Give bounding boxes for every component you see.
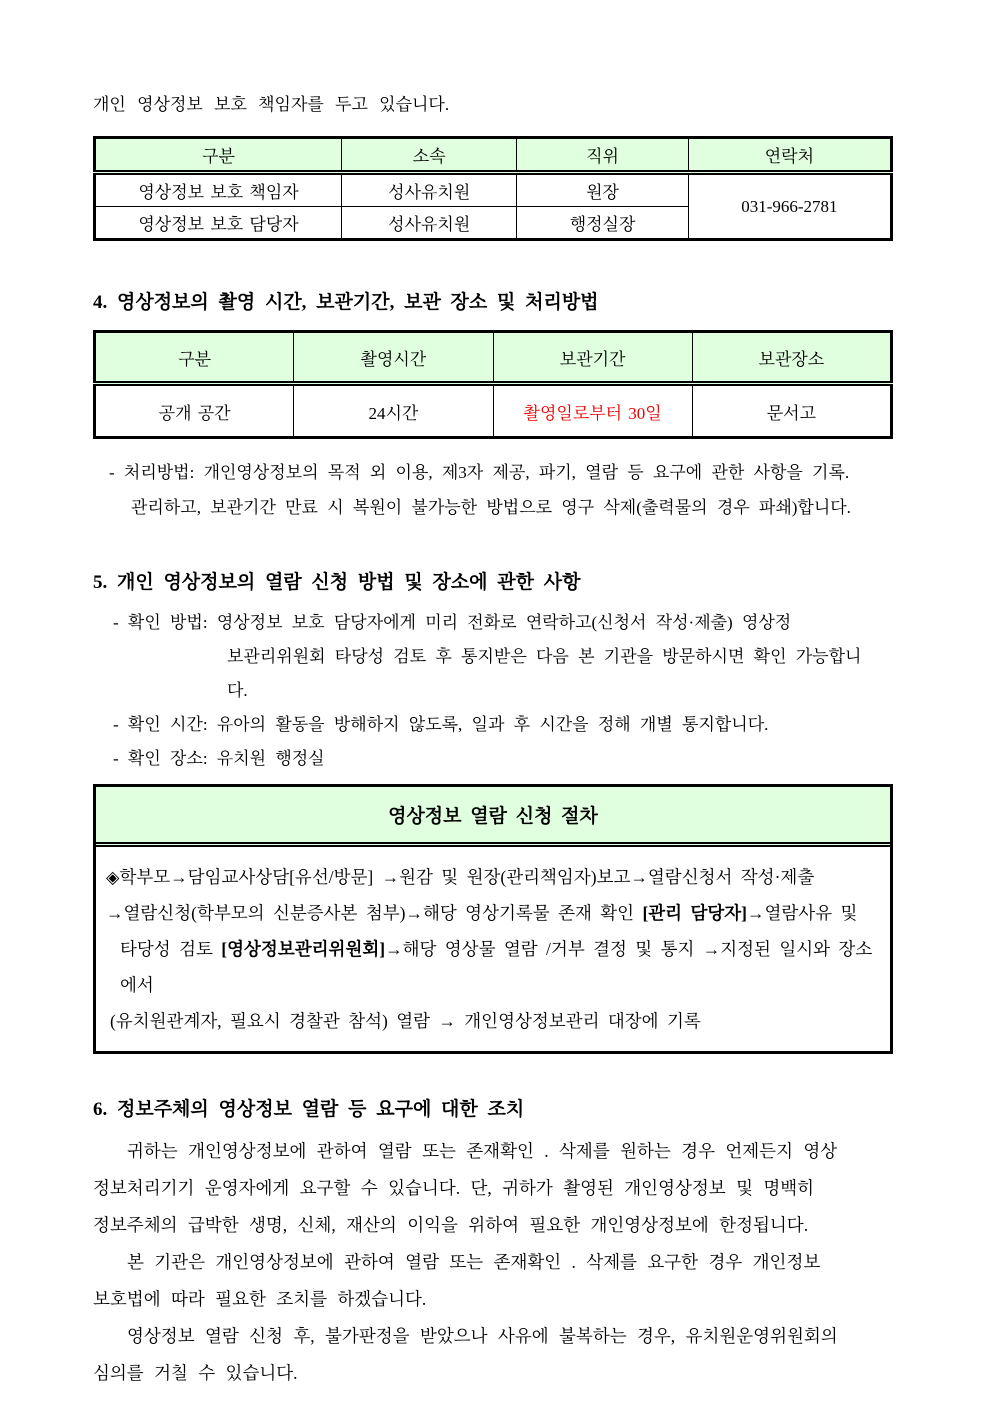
table-row bbox=[95, 384, 892, 438]
procedure-box-body bbox=[96, 847, 890, 1051]
text-line: - 처리방법: 개인영상정보의 목적 외 이용, 제3자 제공, 파기, 열람 등 요구에 관한 사항을 기록. bbox=[109, 463, 850, 482]
cell-affiliation: 성사유치원 bbox=[342, 207, 517, 240]
procedure-box-title: 영상정보 열람 신청 절차 bbox=[96, 787, 890, 847]
contact-table-header-category: 구분 bbox=[95, 138, 342, 173]
contact-table-header-row bbox=[95, 138, 892, 173]
text-line: 심의를 거칠 수 있습니다. bbox=[93, 1363, 298, 1383]
text-line: 관리하고, 보관기간 만료 시 복원이 불가능한 방법으로 영구 삭제(출력물의 경우 파쇄)합니다. bbox=[131, 498, 851, 517]
intro-line: 개인 영상정보 보호 책임자를 두고 있습니다. bbox=[93, 95, 450, 114]
text-line: - 확인 방법: 영상정보 보호 담당자에게 미리 전화로 연락하고(신청서 작성·제출) 영상정 bbox=[113, 613, 792, 632]
storage-table-header-time: 촬영시간 bbox=[294, 332, 493, 384]
processing-method-note bbox=[109, 455, 895, 525]
storage-table-header-retention: 보관기간 bbox=[493, 332, 692, 384]
text-line: →열람신청(학부모의 신분증사본 첨부)→해당 영상기록물 존재 확인 [관리 담당자]→열람사유 및 bbox=[106, 903, 858, 923]
check-time-bullet: - 확인 시간: 유아의 활동을 방해하지 않도록, 일과 후 시간을 정해 개별 통지합니다. bbox=[113, 715, 769, 734]
section6-heading: 6. 정보주체의 영상정보 열람 등 요구에 대한 조치 bbox=[93, 1099, 525, 1120]
text-line: 다. bbox=[227, 681, 248, 700]
contact-table-header-contact: 연락처 bbox=[688, 138, 891, 173]
text-line: 영상정보 열람 신청 후, 불가판정을 받았으나 사유에 불복하는 경우, 유치원운영위원회의 bbox=[127, 1326, 838, 1346]
cell-position: 행정실장 bbox=[517, 207, 688, 240]
cell-place: 문서고 bbox=[692, 384, 891, 438]
storage-table bbox=[93, 330, 893, 439]
text-line: 보관리위원회 타당성 검토 후 통지받은 다음 본 기관을 방문하시면 확인 가능합니 bbox=[227, 647, 862, 666]
contact-table-header-affiliation: 소속 bbox=[342, 138, 517, 173]
check-method-bullet bbox=[113, 606, 895, 708]
storage-table-header-place: 보관장소 bbox=[692, 332, 891, 384]
text-line: 귀하는 개인영상정보에 관하여 열람 또는 존재확인 . 삭제를 원하는 경우 언제든지 영상 bbox=[127, 1141, 838, 1161]
text-line: 정보처리기기 운영자에게 요구할 수 있습니다. 단, 귀하가 촬영된 개인영상정보 및 명백히 bbox=[93, 1178, 815, 1198]
text-line: 정보주체의 급박한 생명, 신체, 재산의 이익을 위하여 필요한 개인영상정보에 한정됩니다. bbox=[93, 1215, 809, 1235]
cell-contact-number: 031-966-2781 bbox=[688, 173, 891, 240]
text-line: 보호법에 따라 필요한 조치를 하겠습니다. bbox=[93, 1289, 427, 1309]
text-line: ◈학부모→담임교사상담[유선/방문] →원감 및 원장(관리책임자)보고→열람신청서 작성·제출 bbox=[106, 867, 815, 887]
check-place-bullet: - 확인 장소: 유치원 행정실 bbox=[113, 749, 325, 768]
section5-heading: 5. 개인 영상정보의 열람 신청 방법 및 장소에 관한 사항 bbox=[93, 572, 581, 593]
section6-paragraph-1 bbox=[93, 1133, 895, 1244]
cell-time: 24시간 bbox=[294, 384, 493, 438]
storage-table-header-category: 구분 bbox=[95, 332, 294, 384]
cell-position: 원장 bbox=[517, 173, 688, 207]
storage-table-header-row bbox=[95, 332, 892, 384]
cell-category: 영상정보 보호 담당자 bbox=[95, 207, 342, 240]
table-row bbox=[95, 173, 892, 207]
cell-affiliation: 성사유치원 bbox=[342, 173, 517, 207]
text-line: 본 기관은 개인영상정보에 관하여 열람 또는 존재확인 . 삭제를 요구한 경우 개인정보 bbox=[127, 1252, 821, 1272]
section6-paragraph-2 bbox=[93, 1244, 895, 1318]
cell-retention-period: 촬영일로부터 30일 bbox=[493, 384, 692, 438]
cell-category: 영상정보 보호 책임자 bbox=[95, 173, 342, 207]
procedure-box bbox=[93, 784, 893, 1054]
text-line: (유치원관계자, 필요시 경찰관 참석) 열람 → 개인영상정보관리 대장에 기록 bbox=[110, 1011, 701, 1031]
section6-paragraph-3 bbox=[93, 1318, 895, 1392]
cell-area: 공개 공간 bbox=[95, 384, 294, 438]
contact-table-header-position: 직위 bbox=[517, 138, 688, 173]
section4-heading: 4. 영상정보의 촬영 시간, 보관기간, 보관 장소 및 처리방법 bbox=[93, 292, 599, 313]
contact-table bbox=[93, 136, 893, 241]
text-line: 타당성 검토 [영상정보관리위원회]→해당 영상물 열람 /거부 결정 및 통지 →지정된 일시와 장소에서 bbox=[120, 939, 873, 995]
